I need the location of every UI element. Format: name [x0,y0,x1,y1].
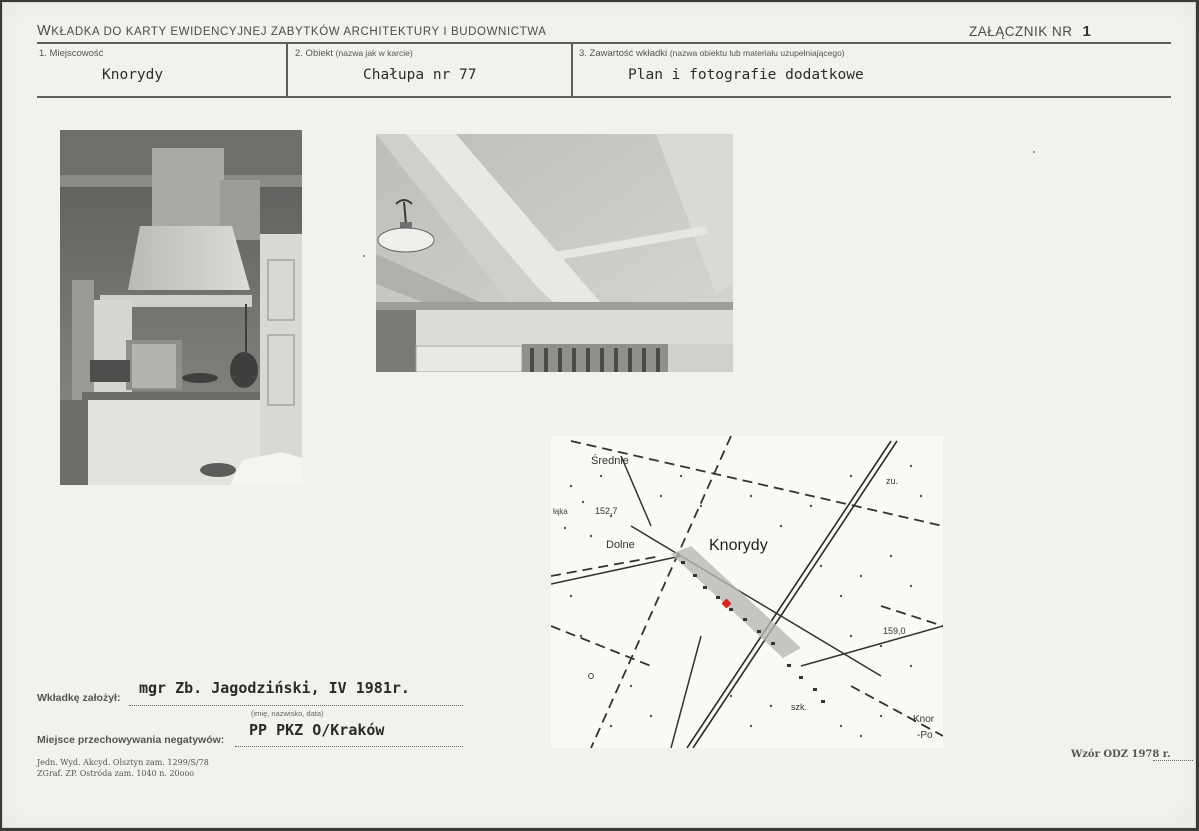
storage-value: PP PKZ O/Kraków [249,721,385,739]
template-dotted-line [1153,760,1193,761]
object-label: 2. Obiekt (nazwa jak w karcie) [295,48,413,59]
storage-label: Miejsce przechowywania negatywów: [37,734,225,746]
object-value: Chałupa nr 77 [363,67,477,83]
card-title: WKŁADKA DO KARTY EWIDENCYJNEJ ZABYTKÓW ARCHITEKTURY I BUDOWNICTWA [37,23,547,39]
field-divider-2 [571,43,573,96]
printer-info-1: Jedn. Wyd. Akcyd. Olsztyn zam. 1299/S/78 [37,758,209,767]
record-card [2,2,1196,828]
header-rule [37,42,1171,44]
author-dotted-line [129,705,463,706]
template-note: Wzór ODZ 1978 r. [1071,749,1171,760]
field-divider-1 [286,43,288,96]
location-map-drawing [551,436,943,748]
map-label-po: -Po [917,730,933,741]
map-label-village: Knorydy [709,537,768,554]
map-label-szk: szk. [791,702,808,712]
author-label: Wkładkę założył: [37,692,121,704]
printer-info-2: ZGraf. ZP. Ostróda zam. 1040 n. 20ooo [37,769,195,778]
location-map [551,436,943,748]
map-label-zu: zu. [886,476,899,486]
photo-ceiling [376,134,733,372]
map-label-laka: łąka [553,507,568,516]
map-label-elev2: 159,0 [883,626,906,636]
map-label-dolne: Dolne [606,539,635,551]
fields-rule [37,96,1171,98]
author-value: mgr Zb. Jagodziński, IV 1981r. [139,679,410,697]
map-label-elev1: 152,7 [595,506,618,516]
place-label: 1. Miejscowość [39,48,104,59]
content-label: 3. Zawartość wkładki (nazwa obiektu lub materiału uzupełniającego) [579,48,845,59]
author-note: (imię, nazwisko, data) [251,709,324,718]
attachment-number: ZAŁĄCZNIK NR 1 [969,23,1092,40]
content-value: Plan i fotografie dodatkowe [628,67,864,83]
map-label-knor: Knor [913,714,935,725]
paper-speck [363,255,365,257]
storage-dotted-line [235,746,463,747]
place-value: Knorydy [102,67,164,83]
map-label-srednie: Średnie [591,455,629,467]
photo-hearth [60,130,302,485]
photo-hearth-image [60,130,302,485]
photo-ceiling-image [376,134,733,372]
paper-speck [1033,151,1035,153]
